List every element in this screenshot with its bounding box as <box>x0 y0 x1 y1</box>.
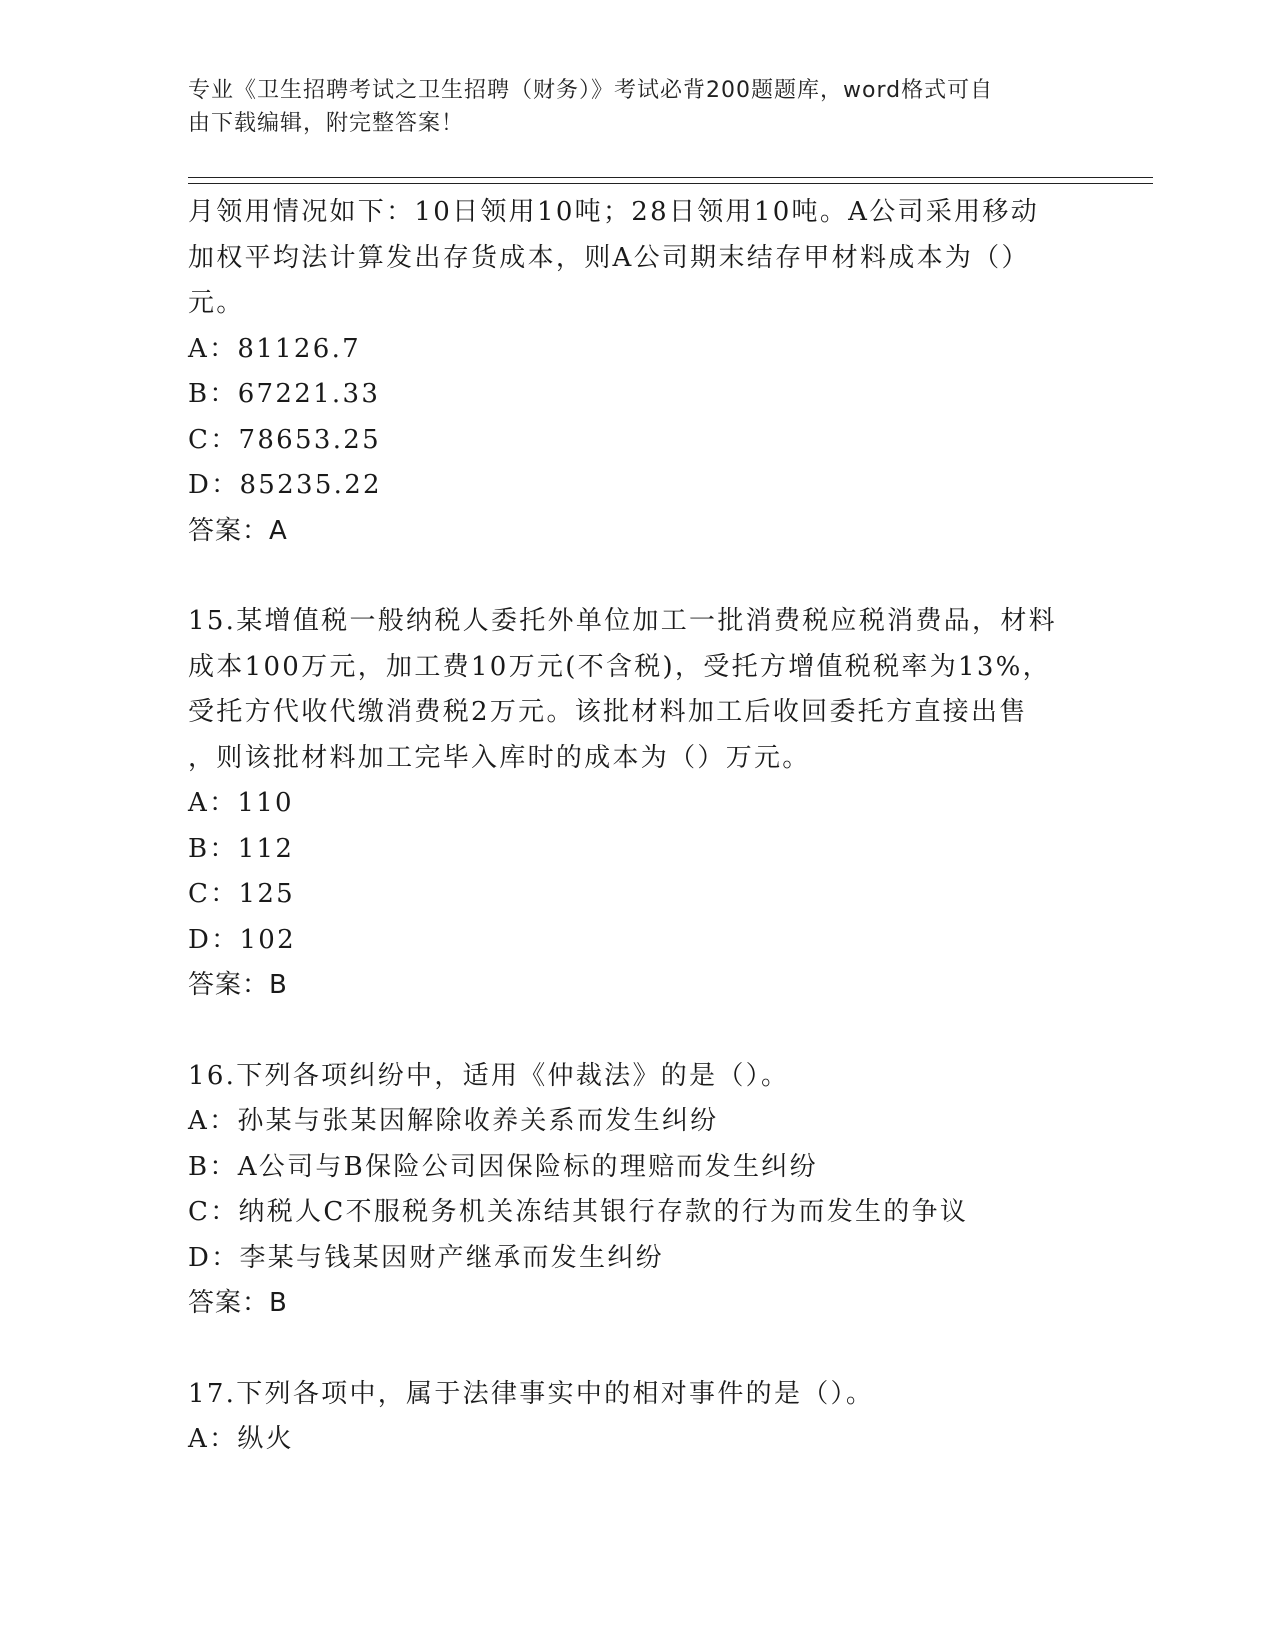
answer-line: 答案：A <box>188 515 288 546</box>
header-line-1: 专业《卫生招聘考试之卫生招聘（财务）》考试必背200题题库，word格式可自 <box>188 78 994 103</box>
answer-line: 答案：B <box>188 1288 288 1318</box>
header-rule-bottom <box>188 183 1153 184</box>
option-c: C：125 <box>188 879 296 909</box>
question-14 <box>188 190 1088 554</box>
option-c: C：纳税人C不服税务机关冻结其银行存款的行为而发生的争议 <box>188 1197 969 1227</box>
option-b: B：67221.33 <box>188 379 381 409</box>
option-d: D：李某与钱某因财产继承而发生纠纷 <box>188 1242 664 1273</box>
header-rule-top <box>188 177 1153 178</box>
question-16 <box>188 1054 1088 1327</box>
option-d: D：102 <box>188 924 296 955</box>
option-a: A：81126.7 <box>188 333 361 364</box>
question-17 <box>188 1372 1088 1463</box>
option-c: C：78653.25 <box>188 424 381 455</box>
spacer <box>188 1327 1088 1372</box>
option-d: D：85235.22 <box>188 470 382 500</box>
question-stem-line: ，则该批材料加工完毕入库时的成本为（）万元。 <box>188 742 811 773</box>
question-stem-line: 加权平均法计算发出存货成本，则A公司期末结存甲材料成本为（） <box>188 242 1030 273</box>
answer-line: 答案：B <box>188 970 288 1000</box>
header-line-2: 由下载编辑，附完整答案！ <box>188 111 465 136</box>
option-a: A：110 <box>188 788 294 818</box>
spacer <box>188 1009 1088 1054</box>
question-15 <box>188 599 1088 1009</box>
document-header <box>188 74 1068 140</box>
question-list <box>188 190 1088 1463</box>
question-stem-line: 16.下列各项纠纷中，适用《仲裁法》的是（）。 <box>188 1060 790 1091</box>
question-stem-line: 月领用情况如下：10日领用10吨；28日领用10吨。A公司采用移动 <box>188 197 1040 227</box>
question-stem-line: 15.某增值税一般纳税人委托外单位加工一批消费税应税消费品，材料 <box>188 606 1057 636</box>
spacer <box>188 554 1088 599</box>
option-a: A：纵火 <box>188 1424 294 1454</box>
question-stem-line: 元。 <box>188 288 245 318</box>
option-b: B：A公司与B保险公司因保险标的理赔而发生纠纷 <box>188 1151 818 1182</box>
option-b: B：112 <box>188 833 295 864</box>
question-stem-line: 受托方代收代缴消费税2万元。该批材料加工后收回委托方直接出售 <box>188 697 1028 727</box>
option-a: A：孙某与张某因解除收养关系而发生纠纷 <box>188 1106 719 1136</box>
question-stem-line: 17.下列各项中，属于法律事实中的相对事件的是（）。 <box>188 1378 875 1409</box>
question-stem-line: 成本100万元，加工费10万元(不含税)，受托方增值税税率为13%， <box>188 651 1051 682</box>
